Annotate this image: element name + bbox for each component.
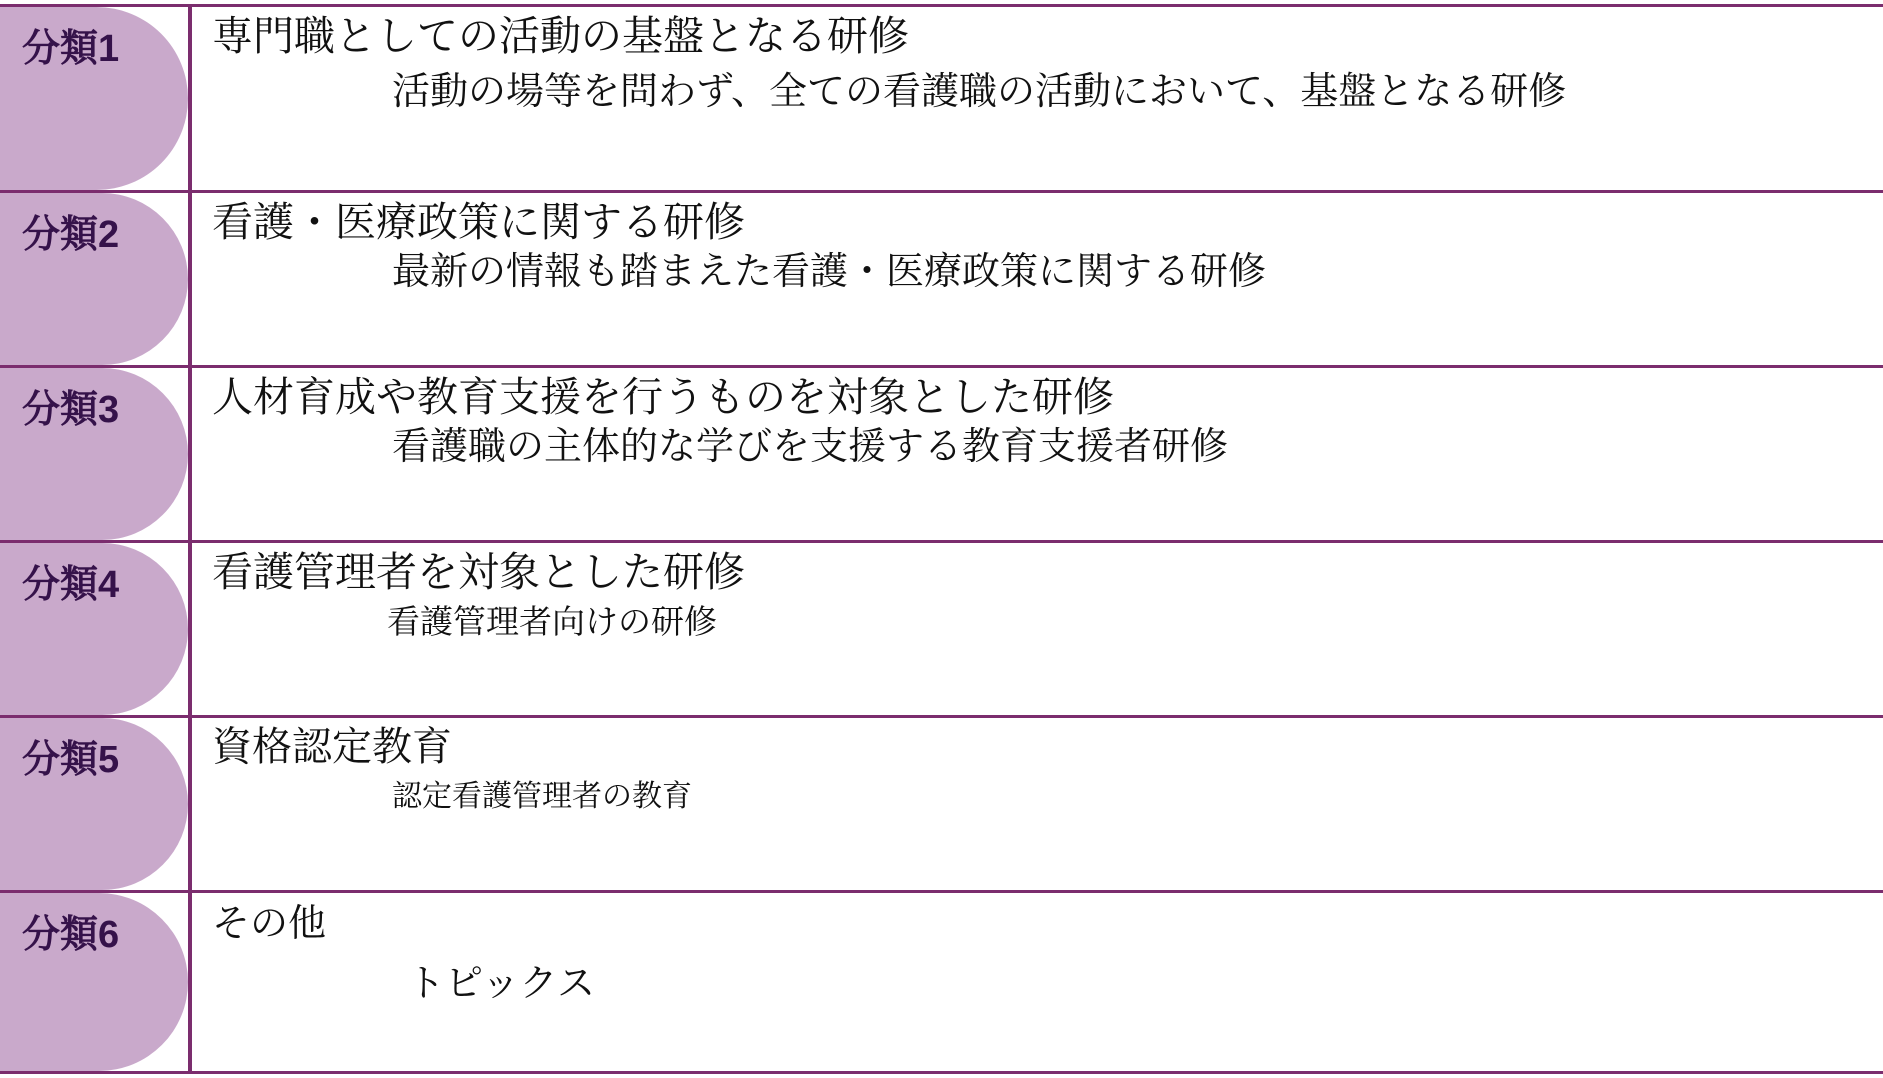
description-cell (192, 368, 1883, 540)
category-cell (0, 193, 188, 365)
table-row (0, 4, 1883, 190)
category-table (0, 4, 1883, 1076)
description-cell (192, 543, 1883, 715)
description-cell (192, 7, 1883, 190)
category-cell (0, 7, 188, 190)
description-cell (192, 193, 1883, 365)
category-label: 分類4 (22, 564, 120, 606)
row-subtitle: トピックス (407, 963, 596, 1005)
table-row (0, 715, 1883, 890)
category-cell (0, 368, 188, 540)
table-row (0, 890, 1883, 1074)
description-cell (192, 718, 1883, 890)
row-title: 資格認定教育 (212, 725, 452, 769)
row-subtitle: 認定看護管理者の教育 (392, 780, 692, 813)
category-cell (0, 718, 188, 890)
category-label: 分類1 (22, 28, 120, 70)
category-label: 分類6 (22, 914, 120, 956)
row-title: 看護管理者を対象とした研修 (212, 549, 745, 595)
category-cell (0, 543, 188, 715)
description-cell (192, 893, 1883, 1071)
category-label: 分類2 (22, 214, 120, 256)
row-title: 人材育成や教育支援を行うものを対象とした研修 (212, 374, 1114, 420)
row-title: 専門職としての活動の基盤となる研修 (212, 13, 909, 59)
row-title: 看護・医療政策に関する研修 (212, 199, 745, 245)
table-row (0, 365, 1883, 540)
category-label: 分類3 (22, 389, 120, 431)
row-subtitle: 看護管理者向けの研修 (387, 603, 717, 640)
row-title: その他 (212, 903, 327, 945)
row-subtitle: 最新の情報も踏まえた看護・医療政策に関する研修 (392, 251, 1267, 293)
table-row (0, 540, 1883, 715)
row-subtitle: 看護職の主体的な学びを支援する教育支援者研修 (392, 426, 1229, 468)
table-row (0, 190, 1883, 365)
category-cell (0, 893, 188, 1071)
category-label: 分類5 (22, 739, 120, 781)
row-subtitle: 活動の場等を問わず、全ての看護職の活動において、基盤となる研修 (392, 71, 1567, 113)
